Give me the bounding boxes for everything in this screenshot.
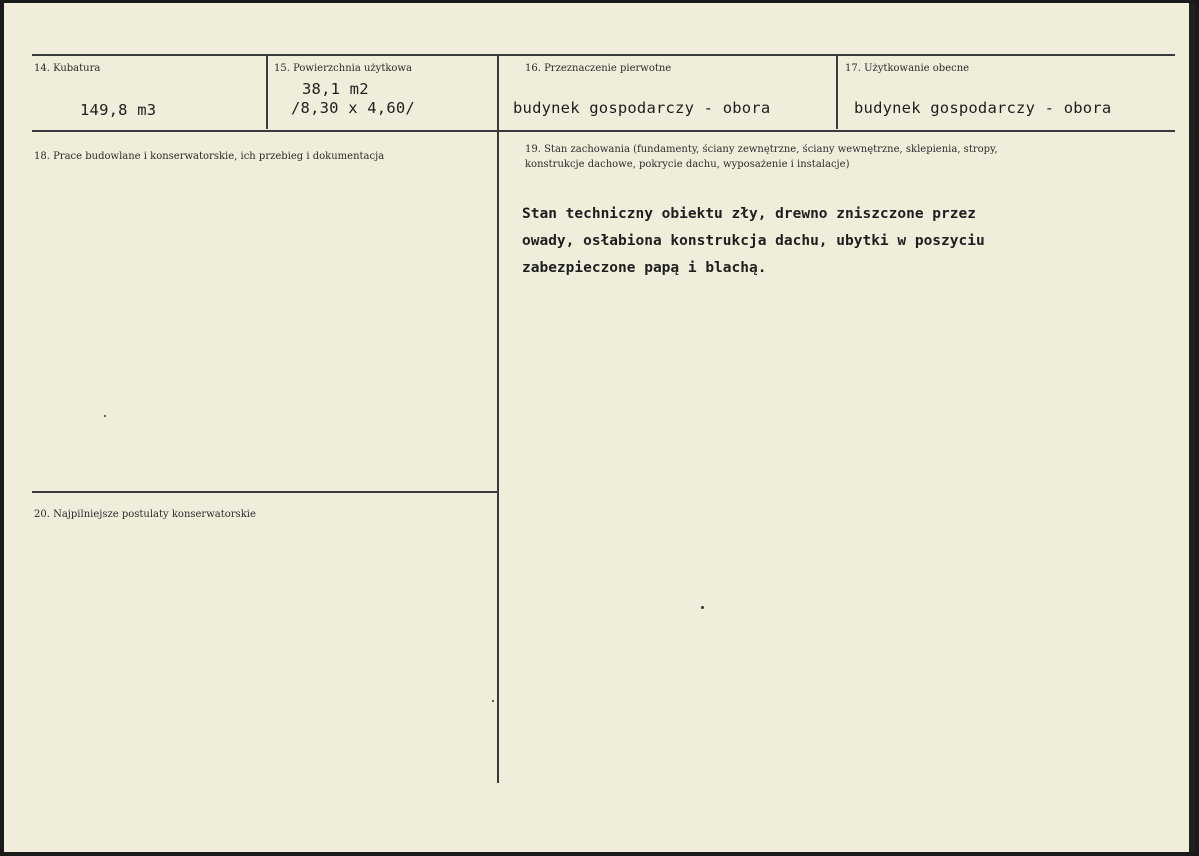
section-divider-18-20 [32,491,498,493]
paper-speck [104,415,106,417]
col-divider-14-15 [266,55,268,129]
field-15-label: 15. Powierzchnia użytkowa [274,63,412,74]
paper-speck [701,606,704,609]
top-rule [32,54,1175,56]
field-14-value: 149,8 m3 [80,101,157,119]
field-18-label: 18. Prace budowlane i konserwatorskie, ich przebieg i dokumentacja [34,151,385,162]
field-14-label: 14. Kubatura [34,63,101,74]
field-15-value-line2: /8,30 x 4,60/ [291,99,415,117]
field-19-value-line3: zabezpieczone papą i blachą. [522,260,767,276]
field-17-label: 17. Użytkowanie obecne [845,63,970,74]
col-divider-16-17 [836,55,838,129]
field-17-value: budynek gospodarczy - obora [854,99,1112,117]
field-16-value: budynek gospodarczy - obora [513,99,771,117]
field-15-value-line1: 38,1 m2 [302,80,369,98]
field-19-label-line1: 19. Stan zachowania (fundamenty, ściany zewnętrzne, ściany wewnętrzne, sklepienia, stropy, [525,144,998,155]
row-divider [32,130,1175,132]
field-16-label: 16. Przeznaczenie pierwotne [525,63,672,74]
field-19-value-line2: owady, osłabiona konstrukcja dachu, ubytki w poszyciu [522,233,985,249]
field-19-label-line2: konstrukcje dachowe, pokrycie dachu, wyposażenie i instalacje) [525,159,850,170]
field-20-label: 20. Najpilniejsze postulaty konserwatorskie [34,509,256,520]
field-19-value-line1: Stan techniczny obiektu zły, drewno zniszczone przez [522,206,976,222]
card-edge [1189,3,1195,852]
paper-speck [492,700,494,702]
col-divider-main [497,55,499,783]
